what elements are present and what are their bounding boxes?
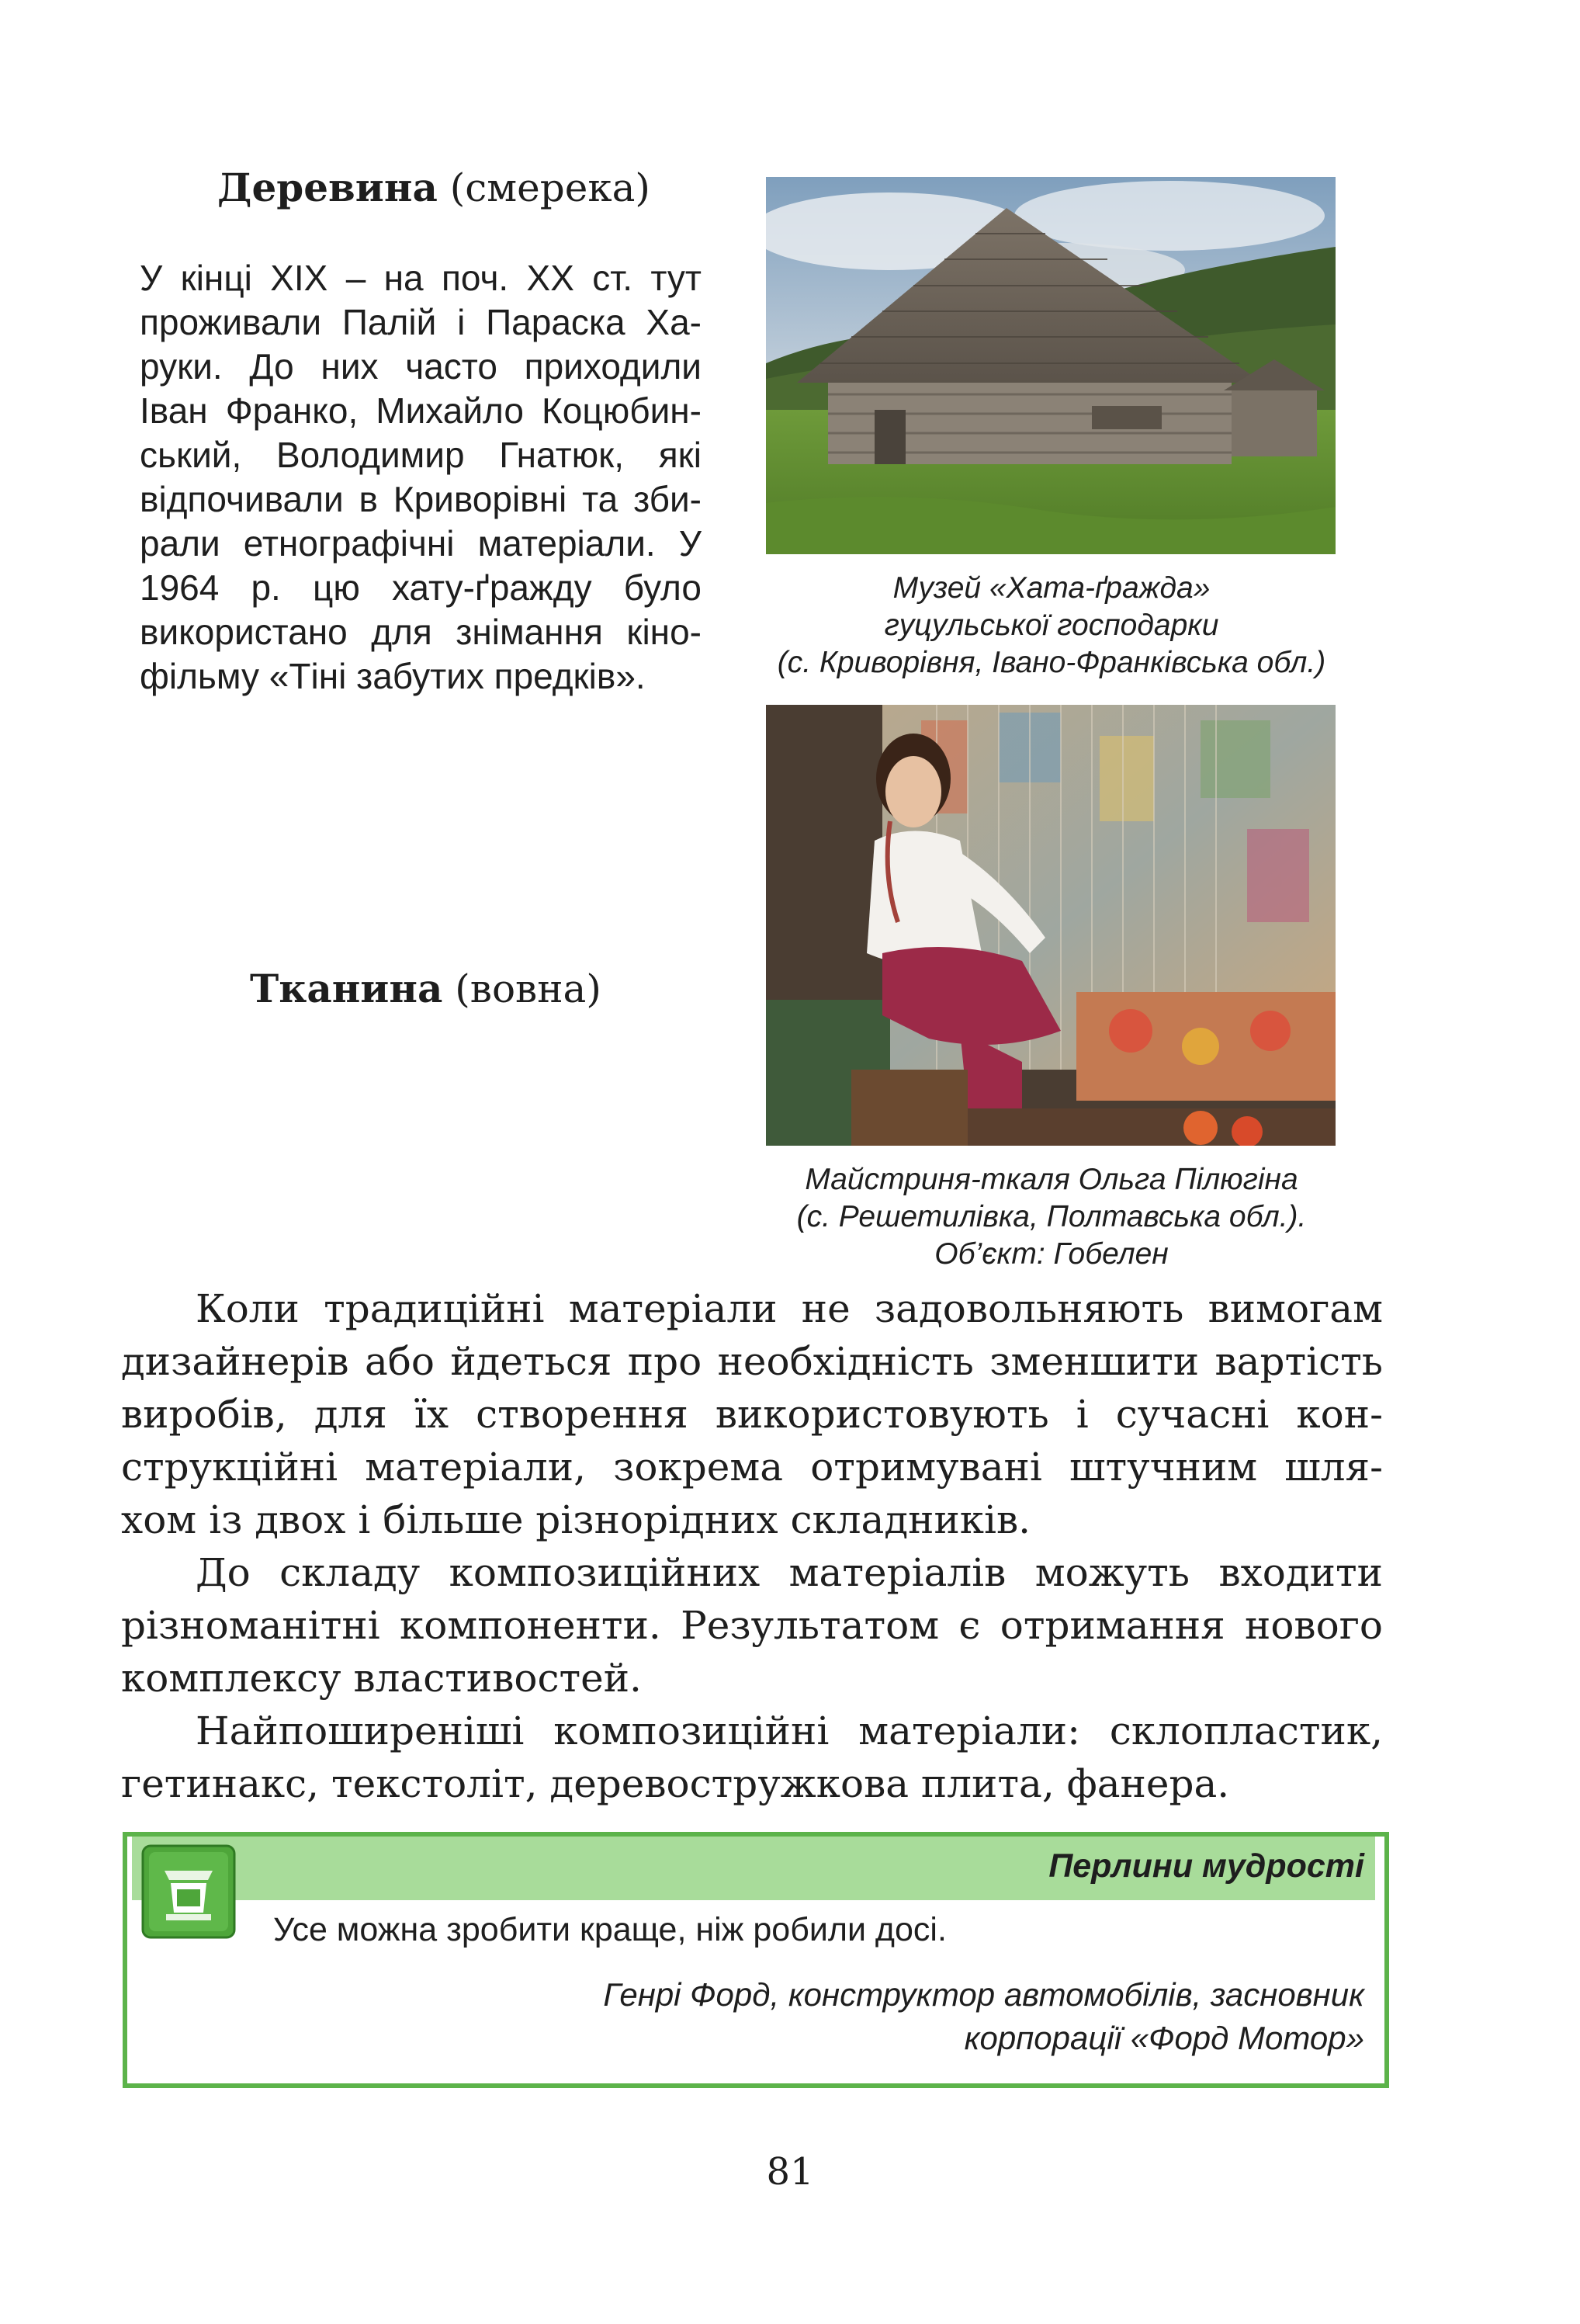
text-line: Коли традиційні матеріали не задовольняють вимогам [196,1286,1383,1331]
wood-line: 1964 р. цю хату-ґражду було [140,567,702,608]
wood-line: проживали Палій і Параска Ха- [140,302,702,342]
wood-line: руки. До них часто приходили [140,346,702,387]
text-line: Найпоширеніші композиційні матеріали: склопластик, [196,1708,1383,1753]
wood-description [140,256,702,699]
hut-photo [766,177,1336,554]
wood-heading: Деревина (смерека) [217,165,650,210]
wisdom-author [603,1973,1364,2060]
wood-line: використано для знімання кіно- [140,612,702,652]
text-line: дизайнерів або йдеться про необхідність зменшити вартість [121,1339,1383,1384]
cloth-heading: Тканина (вовна) [250,966,601,1011]
weaver-caption-line: Майстриня-ткаля Ольга Пілюгіна [805,1163,1298,1196]
text-line: струкційні матеріали, зокрема отримувані штучним шля- [121,1445,1383,1490]
text-line: До складу композиційних матеріалів можуть входити [196,1550,1383,1595]
paragraph [121,1282,1383,1546]
wisdom-author-line: Генрі Форд, конструктор автомобілів, засновник [603,1976,1364,2013]
hut-caption-line: гуцульської господарки [884,609,1219,642]
text-line: гетинакс, текстоліт, деревостружкова плита, фанера. [121,1761,1230,1806]
hut-caption-line: Музей «Хата-ґражда» [892,571,1211,605]
text-line: різноманітні компоненти. Результатом є отримання нового [121,1603,1383,1648]
text-line: хом із двох і більше різнорідних складників. [121,1497,1031,1542]
page-number: 81 [766,2150,814,2194]
weaver-caption-line: Об’єкт: Гобелен [934,1237,1169,1271]
wisdom-author-line: корпорації «Форд Мотор» [964,2020,1364,2056]
paragraph [121,1705,1383,1810]
weaver-caption-line: (с. Решетилівка, Полтавська обл.). [796,1200,1307,1233]
wisdom-book-icon [141,1844,236,1939]
wisdom-quote: Усе можна зробити краще, ніж робили досі. [273,1911,947,1948]
paragraph [121,1546,1383,1705]
wood-line: рали етнографічні матеріали. У [140,523,702,564]
hut-caption [729,570,1374,682]
weaver-caption [729,1161,1374,1273]
wood-line: відпочивали в Криворівні та зби- [140,479,702,519]
text-line: комплексу властивостей. [121,1656,642,1701]
wood-line: Іван Франко, Михайло Коцюбин- [140,390,702,431]
wood-line: ський, Володимир Гнатюк, які [140,435,702,475]
text-line: виробів, для їх створення використовують і сучасні кон- [121,1392,1383,1437]
wood-line: фільму «Тіні забутих предків». [140,656,646,696]
wisdom-title: Перлини мудрості [1048,1847,1364,1885]
hut-caption-line: (с. Криворівня, Івано-Франківська обл.) [777,646,1326,679]
main-text [121,1282,1383,1810]
weaver-photo [766,705,1336,1146]
wood-line: У кінці XIX – на поч. XX ст. тут [140,258,702,298]
